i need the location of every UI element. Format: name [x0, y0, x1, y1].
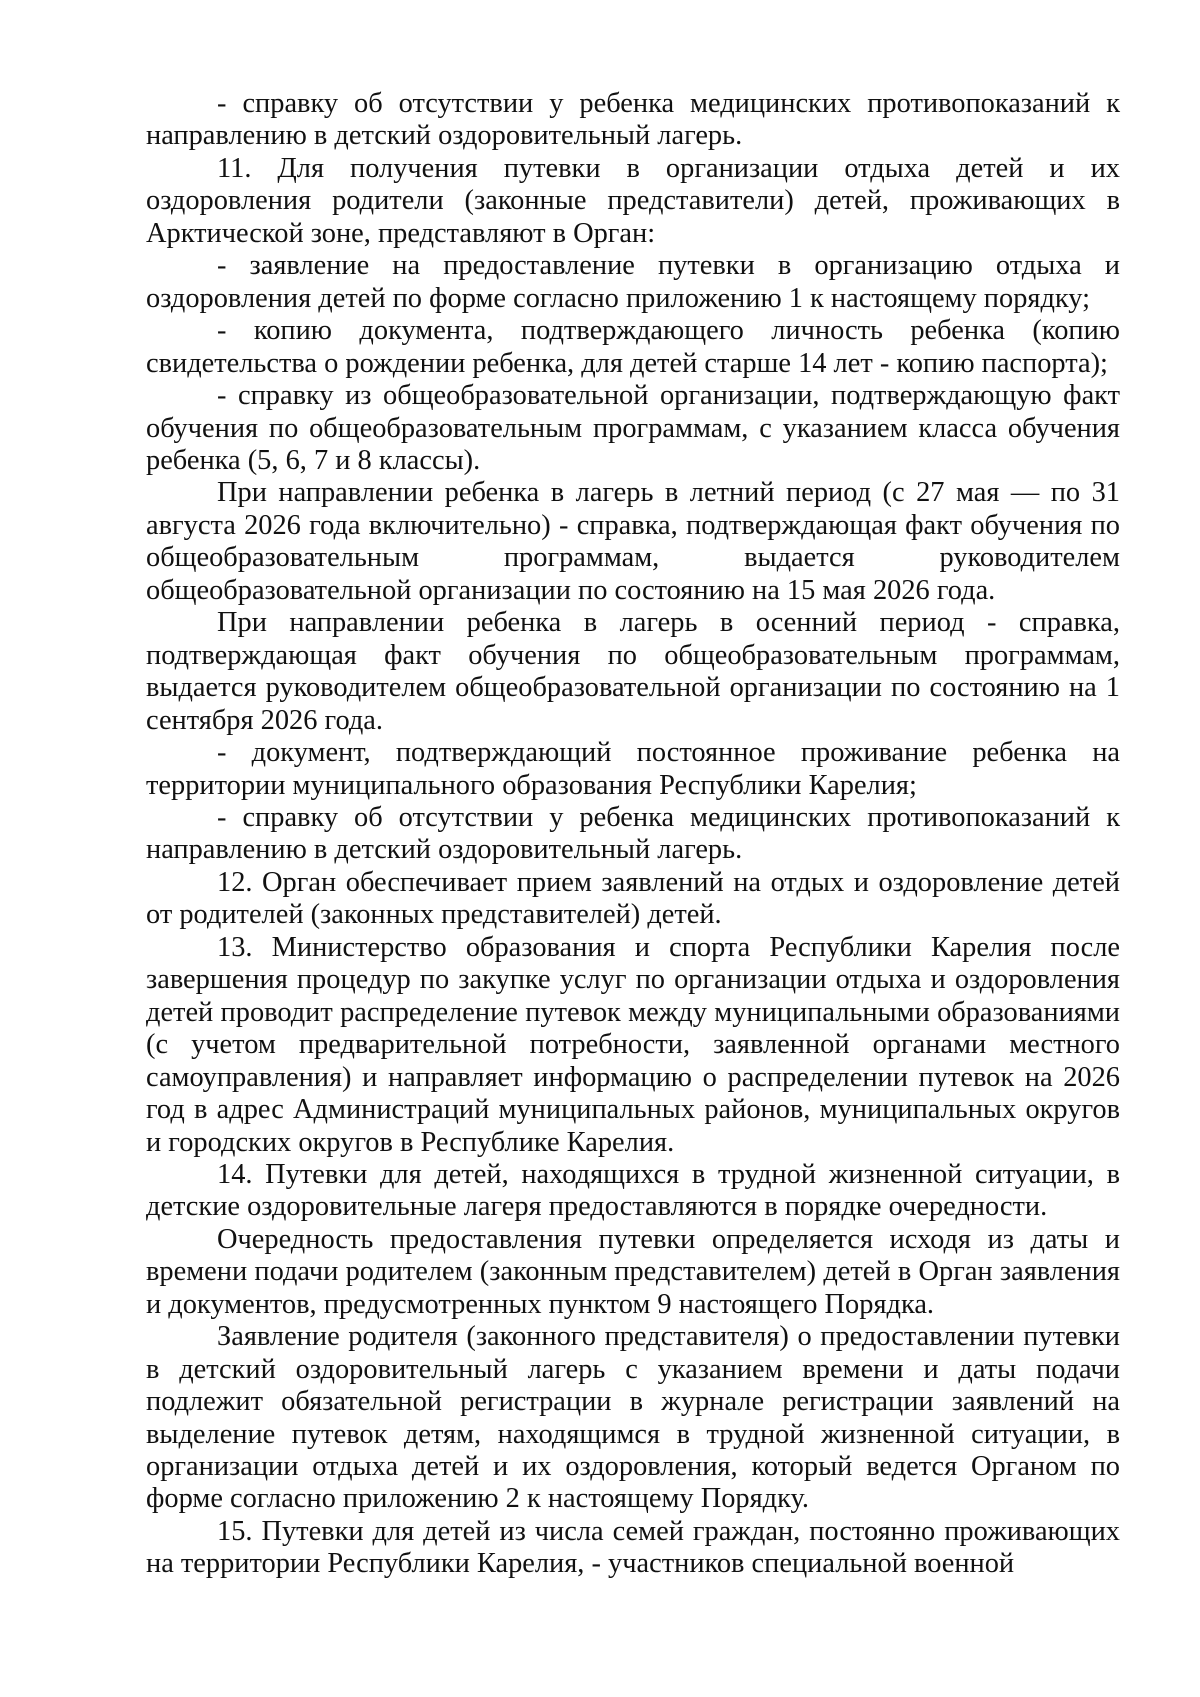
- paragraph-item-14: 14. Путевки для детей, находящихся в трудной жизненной ситуации, в детские оздоровительные лагеря предоставляются в порядке очередности.: [146, 1158, 1120, 1223]
- paragraph-application: - заявление на предоставление путевки в организацию отдыха и оздоровления детей по форме согласно приложению 1 к настоящему порядку;: [146, 250, 1120, 314]
- paragraph-application-registration: Заявление родителя (законного представителя) о предоставлении путевки в детский оздоровительный лагерь с указанием времени и даты подачи подлежит обязательной регистрации в журнале регистрации заявлений на выделение путевок детям, находящимся в трудной жизненной ситуации, в организации отдыха детей и их оздоровления, который ведется Органом по форме согласно приложению 2 к настоящему Порядку.: [146, 1321, 1120, 1515]
- paragraph-residence-document: - документ, подтверждающий постоянное проживание ребенка на территории муниципального образования Республики Карелия;: [146, 737, 1120, 801]
- paragraph-queue-order: Очередность предоставления путевки определяется исходя из даты и времени подачи родителем (законным представителем) детей в Орган заявления и документов, предусмотренных пунктом 9 настоящего Порядка.: [146, 1223, 1120, 1320]
- paragraph-summer-period: При направлении ребенка в лагерь в летний период (с 27 мая — по 31 августа 2026 года включительно) - справка, подтверждающая факт обучения по общеобразовательным программам, выдается руководителем общеобразовательной организации по состоянию на 15 мая 2026 года.: [146, 477, 1120, 606]
- paragraph-item-12: 12. Орган обеспечивает прием заявлений на отдых и оздоровление детей от родителей (законных представителей) детей.: [146, 866, 1120, 931]
- paragraph-identity-copy: - копию документа, подтверждающего личность ребенка (копию свидетельства о рождении ребенка, для детей старше 14 лет - копию паспорта);: [146, 315, 1120, 379]
- paragraph-item-11: 11. Для получения путевки в организации отдыха детей и их оздоровления родители (законные представители) детей, проживающих в Арктической зоне, представляют в Орган:: [146, 152, 1120, 249]
- paragraph-item-15: 15. Путевки для детей из числа семей граждан, постоянно проживающих на территории Республики Карелия, - участников специальной военной: [146, 1515, 1120, 1580]
- paragraph-school-certificate: - справку из общеобразовательной организации, подтверждающую факт обучения по общеобразовательным программам, с указанием класса обучения ребенка (5, 6, 7 и 8 классы).: [146, 380, 1120, 476]
- document-body: [146, 88, 1120, 1581]
- paragraph-medical-certificate-1: - справку об отсутствии у ребенка медицинских противопоказаний к направлению в детский оздоровительный лагерь.: [146, 88, 1120, 152]
- paragraph-item-13: 13. Министерство образования и спорта Республики Карелия после завершения процедур по закупке услуг по организации отдыха и оздоровления детей проводит распределение путевок между муниципальными образованиями (с учетом предварительной потребности, заявленной органами местного самоуправления) и направляет информацию о распределении путевок на 2026 год в адрес Администраций муниципальных районов, муниципальных округов и городских округов в Республике Карелия.: [146, 931, 1120, 1158]
- paragraph-autumn-period: При направлении ребенка в лагерь в осенний период - справка, подтверждающая факт обучения по общеобразовательным программам, выдается руководителем общеобразовательной организации по состоянию на 1 сентября 2026 года.: [146, 607, 1120, 736]
- paragraph-medical-certificate-2: - справку об отсутствии у ребенка медицинских противопоказаний к направлению в детский оздоровительный лагерь.: [146, 801, 1120, 866]
